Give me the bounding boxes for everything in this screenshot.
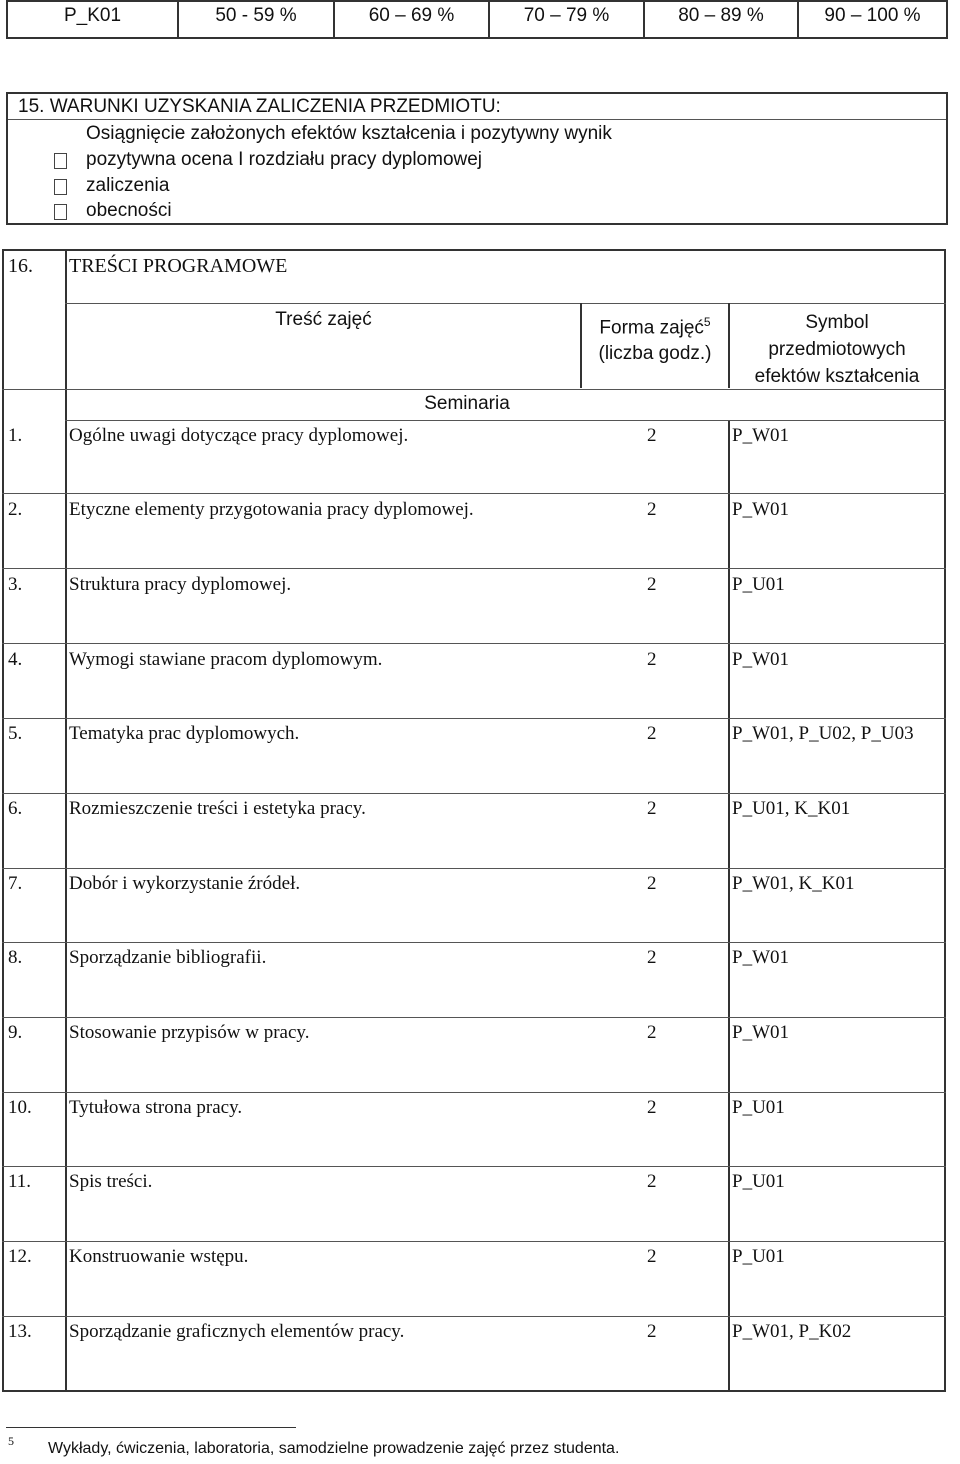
checkbox-icon [54,153,67,169]
row-topic: Tematyka prac dyplomowych. [69,723,300,744]
condition-item-1: pozytywna ocena I rozdziału pracy dyplomowej [86,149,483,170]
footnote-marker: 5 [8,1434,14,1448]
row-hours: 2 [647,1097,657,1118]
grade-range-3: 70 – 79 % [523,5,610,26]
row-number: 1. [8,425,23,446]
row-number: 6. [8,798,23,819]
row-topic: Konstruowanie wstępu. [69,1246,249,1267]
col-header-form [582,309,728,367]
row-number: 3. [8,574,23,595]
row-number: 8. [8,947,23,968]
col-header-symbol-l2: przedmiotowych [768,339,906,360]
row-hours: 2 [647,1246,657,1267]
grade-range-5: 90 – 100 % [824,5,921,26]
row-symbol: P_U01, K_K01 [732,798,851,819]
footnote-text: Wykłady, ćwiczenia, laboratoria, samodzielne prowadzenie zajęć przez studenta. [48,1440,620,1457]
grade-range-4: 80 – 89 % [678,5,764,26]
row-topic: Wymogi stawiane pracom dyplomowym. [69,649,383,670]
row-symbol: P_W01 [732,499,789,520]
col-header-symbol-l1: Symbol [805,312,869,333]
row-symbol: P_U01 [732,1171,785,1192]
row-topic: Sporządzanie bibliografii. [69,947,267,968]
col-header-form-label: Forma zajęć [599,317,704,339]
section-16-heading: TREŚCI PROGRAMOWE [69,255,288,277]
section-16-number: 16. [8,255,33,277]
row-number: 7. [8,873,23,894]
row-symbol: P_W01 [732,425,789,446]
checkbox-icon [54,204,67,220]
row-hours: 2 [647,1022,657,1043]
col-header-content: Treść zajęć [275,309,372,330]
condition-item-2: zaliczenia [86,175,170,196]
col-header-symbol-l3: efektów kształcenia [754,366,920,387]
row-hours: 2 [647,574,657,595]
row-number: 12. [8,1246,32,1267]
row-number: 9. [8,1022,23,1043]
row-number: 5. [8,723,23,744]
col-header-form-unit: (liczba godz.) [598,343,712,365]
row-hours: 2 [647,798,657,819]
row-hours: 2 [647,947,657,968]
row-topic: Etyczne elementy przygotowania pracy dyplomowej. [69,499,474,520]
row-symbol: P_U01 [732,1097,785,1118]
row-topic: Tytułowa strona pracy. [69,1097,243,1118]
row-number: 4. [8,649,23,670]
row-hours: 2 [647,649,657,670]
row-number: 13. [8,1321,32,1342]
group-label-seminaria: Seminaria [424,393,510,414]
row-hours: 2 [647,1321,657,1342]
row-symbol: P_W01, K_K01 [732,873,855,894]
row-hours: 2 [647,425,657,446]
row-topic: Rozmieszczenie treści i estetyka pracy. [69,798,366,819]
row-symbol: P_W01 [732,1022,789,1043]
row-hours: 2 [647,723,657,744]
row-symbol: P_W01, P_U02, P_U03 [732,723,914,744]
row-symbol: P_W01 [732,649,789,670]
col-header-symbol [730,309,944,390]
row-topic: Sporządzanie graficznych elementów pracy. [69,1321,405,1342]
grade-row-label: P_K01 [63,5,122,26]
row-topic: Stosowanie przypisów w pracy. [69,1022,310,1043]
row-hours: 2 [647,873,657,894]
row-hours: 2 [647,1171,657,1192]
row-number: 11. [8,1171,32,1192]
row-topic: Spis treści. [69,1171,153,1192]
row-topic: Struktura pracy dyplomowej. [69,574,292,595]
row-symbol: P_W01 [732,947,789,968]
row-topic: Ogólne uwagi dotyczące pracy dyplomowej. [69,425,409,446]
row-number: 2. [8,499,23,520]
section-15-heading: 15. WARUNKI UZYSKANIA ZALICZENIA PRZEDMIOTU: [18,96,501,117]
checkbox-icon [54,179,67,195]
condition-item-3: obecności [86,200,172,221]
row-hours: 2 [647,499,657,520]
footnote-ref: 5 [703,315,711,329]
row-topic: Dobór i wykorzystanie źródeł. [69,873,301,894]
grade-range-2: 60 – 69 % [368,5,455,26]
row-symbol: P_U01 [732,1246,785,1267]
row-symbol: P_U01 [732,574,785,595]
section-15-intro: Osiągnięcie założonych efektów kształcenia i pozytywny wynik [86,123,612,144]
row-number: 10. [8,1097,32,1118]
grade-range-1: 50 - 59 % [215,5,297,26]
row-symbol: P_W01, P_K02 [732,1321,852,1342]
